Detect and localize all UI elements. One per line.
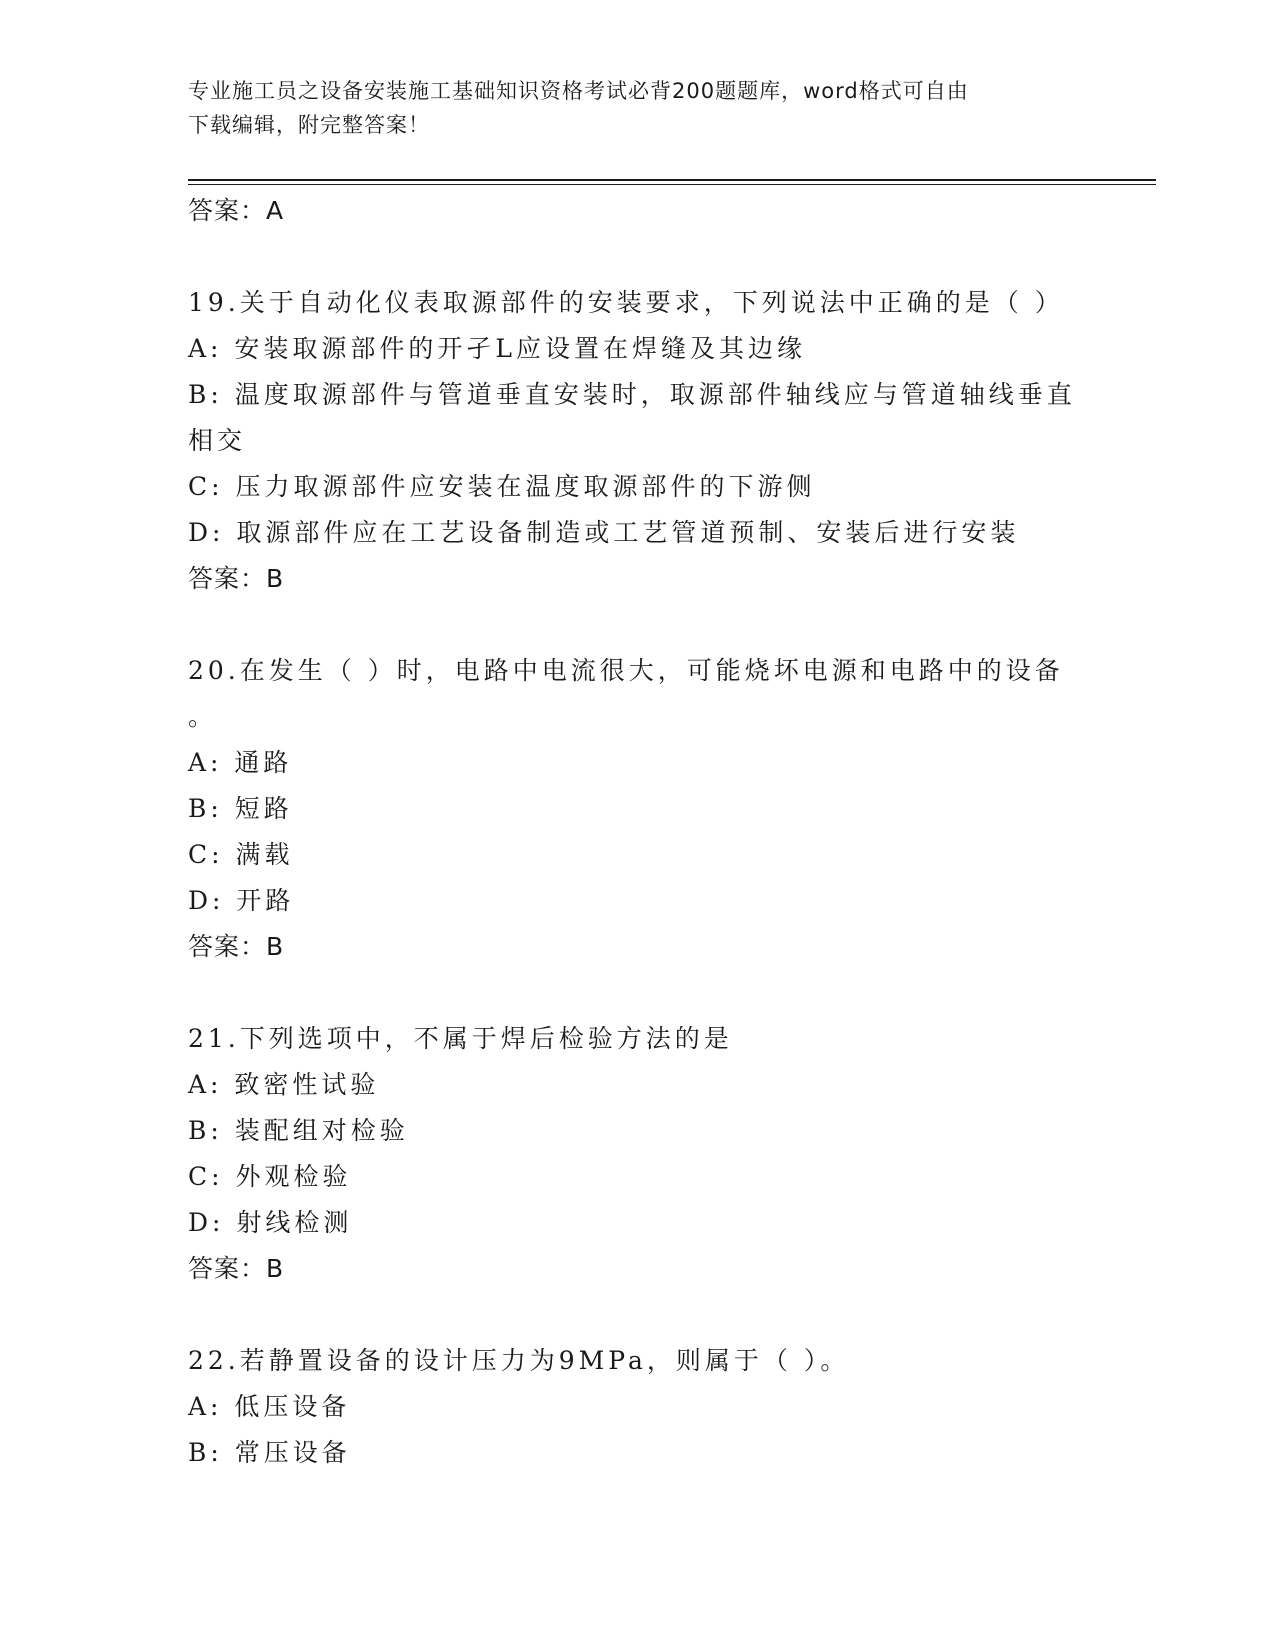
option-b-continued: 相交 <box>188 426 247 455</box>
option-c: C: 满载 <box>188 840 294 869</box>
question-stem: 21.下列选项中，不属于焊后检验方法的是 <box>188 1024 733 1053</box>
question-stem-continued: 。 <box>188 702 218 731</box>
answer: 答案：B <box>188 564 285 593</box>
option-a: A: 安装取源部件的开孑L应设置在焊缝及其边缘 <box>188 334 807 363</box>
option-d: D: 取源部件应在工艺设备制造或工艺管道预制、安装后进行安装 <box>188 518 1020 547</box>
previous-answer: 答案：A <box>188 196 285 225</box>
answer: 答案：B <box>188 932 285 961</box>
question-stem: 22.若静置设备的设计压力为9MPa，则属于（ ）。 <box>188 1346 850 1375</box>
option-b: B: 常压设备 <box>188 1438 351 1467</box>
document-header <box>188 74 1088 142</box>
option-c: C: 外观检验 <box>188 1162 352 1191</box>
question-22 <box>188 1338 1088 1476</box>
question-list <box>188 188 1088 1476</box>
header-rule <box>188 179 1156 181</box>
question-21 <box>188 1016 1088 1292</box>
option-d: D: 射线检测 <box>188 1208 353 1237</box>
option-a: A: 通路 <box>188 748 293 777</box>
question-stem: 19.关于自动化仪表取源部件的安装要求，下列说法中正确的是（ ） <box>188 288 1064 317</box>
question-stem: 20.在发生（ ）时，电路中电流很大，可能烧坏电源和电路中的设备 <box>188 656 1064 685</box>
header-line-2: 下载编辑，附完整答案！ <box>188 113 430 137</box>
header-rule-thin <box>188 184 1156 185</box>
answer: 答案：B <box>188 1254 285 1283</box>
option-b: B: 短路 <box>188 794 293 823</box>
option-c: C: 压力取源部件应安装在温度取源部件的下游侧 <box>188 472 816 501</box>
option-b: B: 装配组对检验 <box>188 1116 409 1145</box>
question-19 <box>188 280 1088 602</box>
question-20 <box>188 648 1088 970</box>
option-a: A: 致密性试验 <box>188 1070 380 1099</box>
header-line-1: 专业施工员之设备安装施工基础知识资格考试必背200题题库，word格式可自由 <box>188 79 969 103</box>
option-a: A: 低压设备 <box>188 1392 351 1421</box>
option-b: B: 温度取源部件与管道垂直安装时，取源部件轴线应与管道轴线垂直 <box>188 380 1076 409</box>
option-d: D: 开路 <box>188 886 295 915</box>
